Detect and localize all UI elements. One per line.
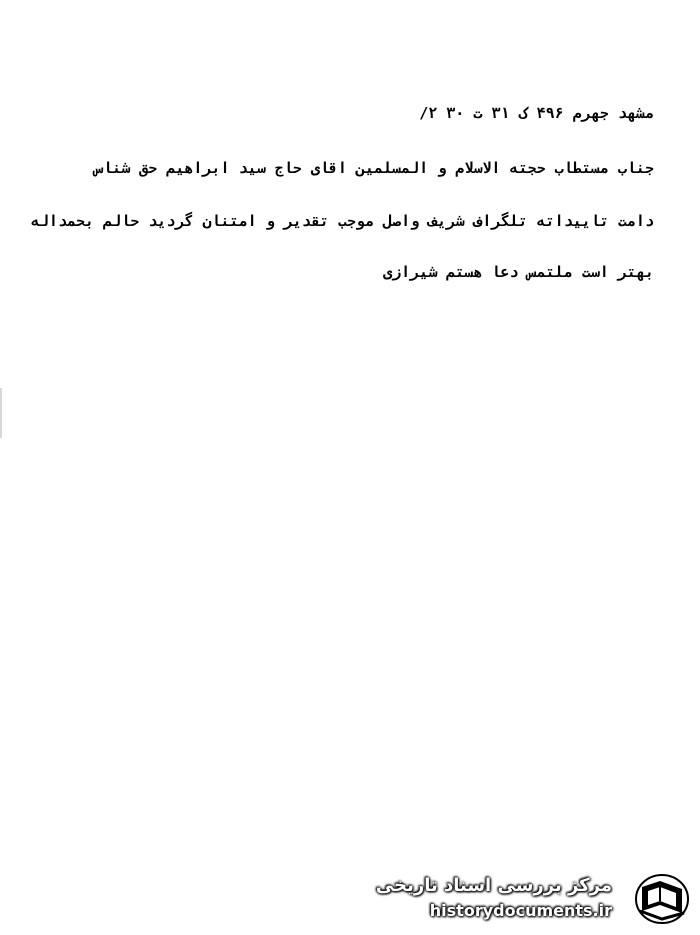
watermark-title: مرکز بررسی اسناد تاریخی	[375, 875, 612, 896]
telegram-header-line: مشهد جهرم ۴۹۶ ک ۳۱ ت ۳۰ ۲/	[419, 104, 654, 122]
archive-book-logo-icon	[632, 873, 690, 925]
telegram-body-line: دامت تاییداته تلگراف شریف واصل موجب تقدیر و امتنان گردید حالم بحمداله	[30, 212, 654, 230]
scan-edge-mark	[0, 388, 2, 438]
watermark-url: historydocuments.ir	[429, 901, 612, 920]
telegram-closing-line: بهتر است ملتمس دعا هستم شیرازی	[383, 263, 654, 281]
archive-watermark	[375, 873, 690, 925]
telegram-salutation-line: جناب مستطاب حجته الاسلام و المسلمین اقای حاج سید ابراهیم حق شناس	[94, 159, 654, 177]
